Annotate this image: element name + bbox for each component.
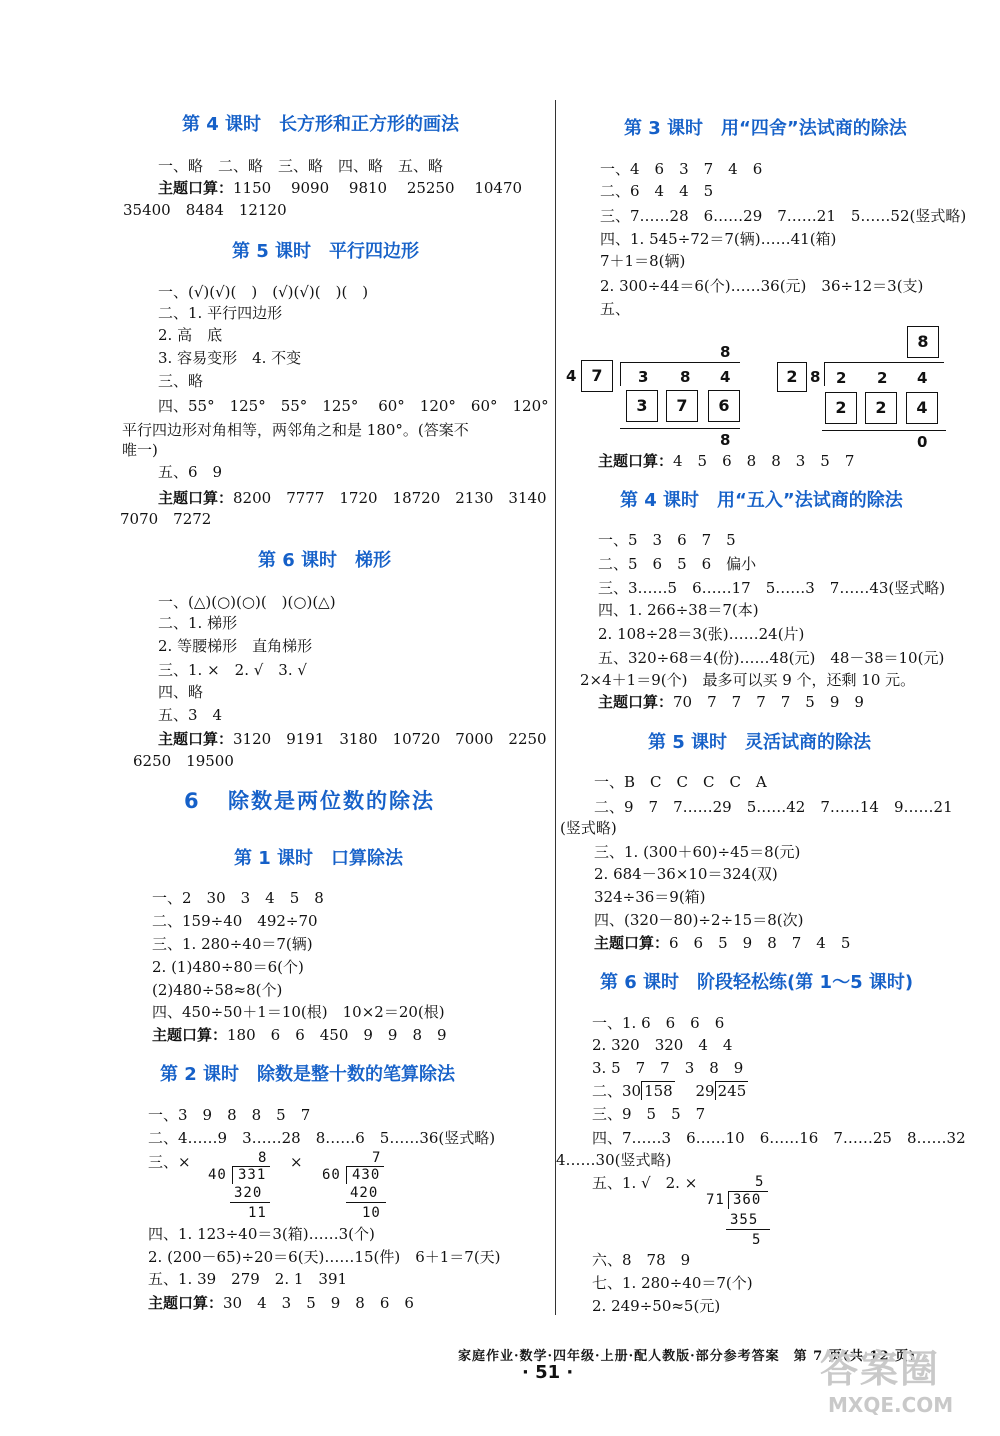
answer-line: 三、9 5 5 7 (592, 1105, 706, 1123)
answer-line: 五、1. 39 279 2. 1 391 (148, 1270, 348, 1288)
answer-line: 六、8 78 9 (592, 1251, 691, 1269)
answer-line: 一、2 30 3 4 5 8 (152, 889, 324, 907)
divisor: 71 (706, 1192, 725, 1208)
dividend: 245 (715, 1081, 749, 1100)
subtraction-line (726, 1229, 770, 1230)
quotient: 8 (258, 1150, 268, 1166)
product: 420 (350, 1185, 379, 1201)
answer-text: 4 5 6 8 8 3 5 7 (673, 452, 855, 470)
divisor: 40 (208, 1167, 227, 1183)
answer-line: 三、1. (300＋60)÷45＝8(元) (594, 843, 801, 861)
answer-line: 三、1. × 2. √ 3. √ (158, 661, 307, 679)
answer-line: 四、7……3 6……10 6……16 7……25 8……32 (592, 1129, 966, 1147)
divisor-digit: 8 (810, 368, 821, 386)
chapter-title: 除数是两位数的除法 (228, 789, 435, 813)
quotient: 8 (720, 343, 731, 361)
kousuan-label: 主题口算： (158, 489, 234, 507)
answer-line: (竖式略) (560, 819, 617, 837)
answer-line (148, 1293, 414, 1313)
heading-lesson-4: 第 4 课时 长方形和正方形的画法 (182, 114, 460, 135)
kousuan-label: 主题口算： (158, 179, 234, 197)
dividend: 158 (641, 1081, 675, 1100)
answer-line: 2. 高 底 (158, 326, 223, 344)
answer-box: 2 (777, 362, 807, 392)
answer-line: 二、159÷40 492÷70 (152, 912, 318, 930)
answer-line: 二、5 6 5 6 偏小 (598, 555, 757, 573)
answer-text: 3120 9191 3180 10720 7000 2250 (233, 730, 547, 748)
answer-line: 2. 320 320 4 4 (592, 1036, 733, 1054)
answer-line: 七、1. 280÷40＝7(个) (592, 1274, 753, 1292)
answer-line (592, 1081, 748, 1101)
divisor: 60 (322, 1167, 341, 1183)
answer-box: 2 (865, 392, 897, 424)
answer-line: 四、略 (158, 683, 204, 701)
dividend: 430 (352, 1167, 381, 1183)
answer-line: 二、9 7 7……29 5……42 7……14 9……21 (594, 798, 953, 816)
answer-line: 唯一) (122, 441, 158, 459)
answer-box: 7 (666, 390, 698, 422)
kousuan-label: 主题口算： (598, 693, 674, 711)
division-bracket (620, 362, 621, 386)
answer-line: 7＋1＝8(辆) (600, 252, 686, 270)
answer-line: 一、4 6 3 7 4 6 (600, 160, 763, 178)
answer-line: 三、1. 280÷40＝7(辆) (152, 935, 313, 953)
answer-box: 2 (825, 392, 857, 424)
answer-line: 2×4＋1＝9(个) 最多可以买 9 个，还剩 10 元。 (580, 671, 916, 689)
dividend-digit: 2 (836, 369, 847, 387)
dividend-digit: 4 (917, 369, 928, 387)
answer-line: 五、3 4 (158, 706, 223, 724)
dividend: 331 (238, 1167, 267, 1183)
heading-c6-lesson-2: 第 2 课时 除数是整十数的笔算除法 (160, 1064, 456, 1085)
remainder: 10 (362, 1205, 381, 1221)
answer-box: 7 (581, 360, 613, 392)
divisor-digit: 4 (566, 367, 577, 385)
kousuan-label: 主题口算： (148, 1294, 224, 1312)
remainder: 0 (917, 433, 928, 451)
heading-c6-lesson-3: 第 3 课时 用“四舍”法试商的除法 (624, 118, 907, 139)
answer-text: 8200 7777 1720 18720 2130 3140 (233, 489, 547, 507)
answer-box: 4 (906, 392, 938, 424)
answer-line: 二、1. 平行四边形 (158, 304, 283, 322)
answer-line: (2)480÷58≈8(个) (152, 981, 283, 999)
kousuan-label: 主题口算： (152, 1026, 228, 1044)
heading-lesson-5: 第 5 课时 平行四边形 (232, 241, 420, 262)
dividend-digit: 3 (638, 368, 649, 386)
answer-line: 324÷36＝9(箱) (594, 888, 706, 906)
answer-line: 2. 300÷44＝6(个)……36(元) 36÷12＝3(支) (600, 277, 924, 295)
answer-line: 一、(√)(√)( ) (√)(√)( )( ) (158, 283, 369, 301)
quotient: 5 (755, 1174, 765, 1190)
answer-line (598, 451, 854, 471)
answer-line: 四、1. 545÷72＝7(辆)……41(箱) (600, 230, 837, 248)
answer-line: 2. (200－65)÷20＝6(天)……15(件) 6＋1＝7(天) (148, 1248, 501, 1266)
watermark-url: MXQE.COM (828, 1393, 954, 1417)
answer-line (158, 178, 522, 198)
divisor: 29 (695, 1082, 715, 1100)
answer-line: 3. 5 7 7 3 8 9 (592, 1059, 744, 1077)
answer-line: 2. 684－36×10＝324(双) (594, 865, 778, 883)
watermark-text: 答案圈 (820, 1347, 941, 1391)
answer-line: 一、(△)(○)(○)( )(○)(△) (158, 593, 336, 611)
answer-text: 6 6 5 9 8 7 4 5 (669, 934, 851, 952)
answer-line: 三、7……28 6……29 7……21 5……52(竖式略) (600, 207, 967, 225)
answer-box: 3 (626, 390, 658, 422)
division-bracket (232, 1166, 233, 1184)
heading-c6-lesson-6: 第 6 课时 阶段轻松练(第 1～5 课时) (600, 972, 914, 993)
kousuan-label: 主题口算： (594, 934, 670, 952)
answer-line: 四、1. 123÷40＝3(箱)……3(个) (148, 1225, 375, 1243)
answer-line: 四、450÷50＋1＝10(根) 10×2＝20(根) (152, 1003, 445, 1021)
kousuan-label: 主题口算： (158, 730, 234, 748)
subtraction-line (822, 430, 946, 431)
answer-line (598, 692, 864, 712)
answer-line: 6250 19500 (133, 752, 234, 770)
dividend-digit: 2 (877, 369, 888, 387)
answer-line: 五、 (600, 300, 631, 318)
dividend-digit: 8 (680, 368, 691, 386)
answer-text: 180 6 6 450 9 9 8 9 (227, 1026, 447, 1044)
answer-line: 三、3……5 6……17 5……3 7……43(竖式略) (598, 579, 946, 597)
answer-line: 2. (1)480÷80＝6(个) (152, 958, 304, 976)
heading-c6-lesson-1: 第 1 课时 口算除法 (234, 848, 404, 869)
product: 355 (730, 1212, 759, 1228)
answer-line: 4……30(竖式略) (556, 1151, 672, 1169)
answer-line: 五、320÷68＝4(份)……48(元) 48－38＝10(元) (598, 649, 945, 667)
answer-line: 2. 249÷50≈5(元) (592, 1297, 721, 1315)
quotient: 7 (372, 1150, 382, 1166)
chapter-number: 6 (184, 789, 201, 813)
subtraction-line (230, 1202, 270, 1203)
divisor: 二、30 (592, 1082, 642, 1100)
answer-line (158, 488, 547, 508)
answer-line: 五、6 9 (158, 463, 223, 481)
remainder: 8 (720, 431, 731, 449)
division-bracket (346, 1166, 347, 1184)
answer-line: 一、略 二、略 三、略 四、略 五、略 (158, 157, 444, 175)
answer-line: 四、1. 266÷38＝7(本) (598, 601, 759, 619)
answer-line (152, 1025, 447, 1045)
remainder: 5 (752, 1232, 762, 1248)
answer-line: 一、5 3 6 7 5 (598, 531, 736, 549)
answer-text: 1150 9090 9810 25250 10470 (233, 179, 523, 197)
answer-line: 2. 108÷28＝3(张)……24(片) (598, 625, 805, 643)
answer-line: 一、B C C C C A (594, 773, 767, 791)
answer-line: 二、1. 梯形 (158, 614, 238, 632)
answer-line: 四、(320－80)÷2÷15＝8(次) (594, 911, 804, 929)
answer-line (158, 729, 547, 749)
division-bar (824, 362, 944, 363)
answer-line: 四、55° 125° 55° 125° 60° 120° 60° 120° (158, 397, 549, 415)
column-divider (555, 100, 556, 1315)
heading-c6-lesson-4: 第 4 课时 用“五入”法试商的除法 (620, 490, 903, 511)
answer-line: 一、3 9 8 8 5 7 (148, 1106, 311, 1124)
answer-line: 三、× (148, 1153, 191, 1171)
answer-line: 35400 8484 12120 (123, 201, 287, 219)
answer-line: 二、4……9 3……28 8……6 5……36(竖式略) (148, 1129, 496, 1147)
kousuan-label: 主题口算： (598, 452, 674, 470)
remainder: 11 (248, 1205, 267, 1221)
product: 320 (234, 1185, 263, 1201)
answer-line: 平行四边形对角相等，两邻角之和是 180°。(答案不 (122, 421, 469, 439)
answer-line: 3. 容易变形 4. 不变 (158, 349, 302, 367)
answer-text: 70 7 7 7 7 5 9 9 (673, 693, 864, 711)
division-bar (620, 362, 740, 363)
subtraction-line (346, 1202, 386, 1203)
answer-line: 二、6 4 4 5 (600, 182, 714, 200)
page-footer: 家庭作业·数学·四年级·上册·配人教版·部分参考答案 第 7 页(共 12 页) (458, 1349, 917, 1364)
answer-line: 一、1. 6 6 6 6 (592, 1014, 725, 1032)
answer-line: × (290, 1153, 303, 1171)
answer-box: 6 (708, 390, 740, 422)
dividend-digit: 4 (720, 368, 731, 386)
answer-text: 30 4 3 5 9 8 6 6 (223, 1294, 414, 1312)
division-bracket (824, 362, 825, 386)
page-number: · 51 · (522, 1362, 574, 1383)
answer-line: 2. 等腰梯形 直角梯形 (158, 637, 313, 655)
subtraction-line (620, 428, 740, 429)
heading-lesson-6: 第 6 课时 梯形 (258, 550, 392, 571)
answer-line: 三、略 (158, 372, 204, 390)
division-bracket (728, 1191, 729, 1209)
answer-box: 8 (907, 326, 939, 358)
answer-line (594, 933, 850, 953)
dividend: 360 (733, 1192, 762, 1208)
answer-line: 7070 7272 (120, 510, 212, 528)
answer-line: 五、1. √ 2. × (592, 1174, 698, 1192)
watermark-logo (820, 1338, 990, 1428)
heading-c6-lesson-5: 第 5 课时 灵活试商的除法 (648, 732, 872, 753)
